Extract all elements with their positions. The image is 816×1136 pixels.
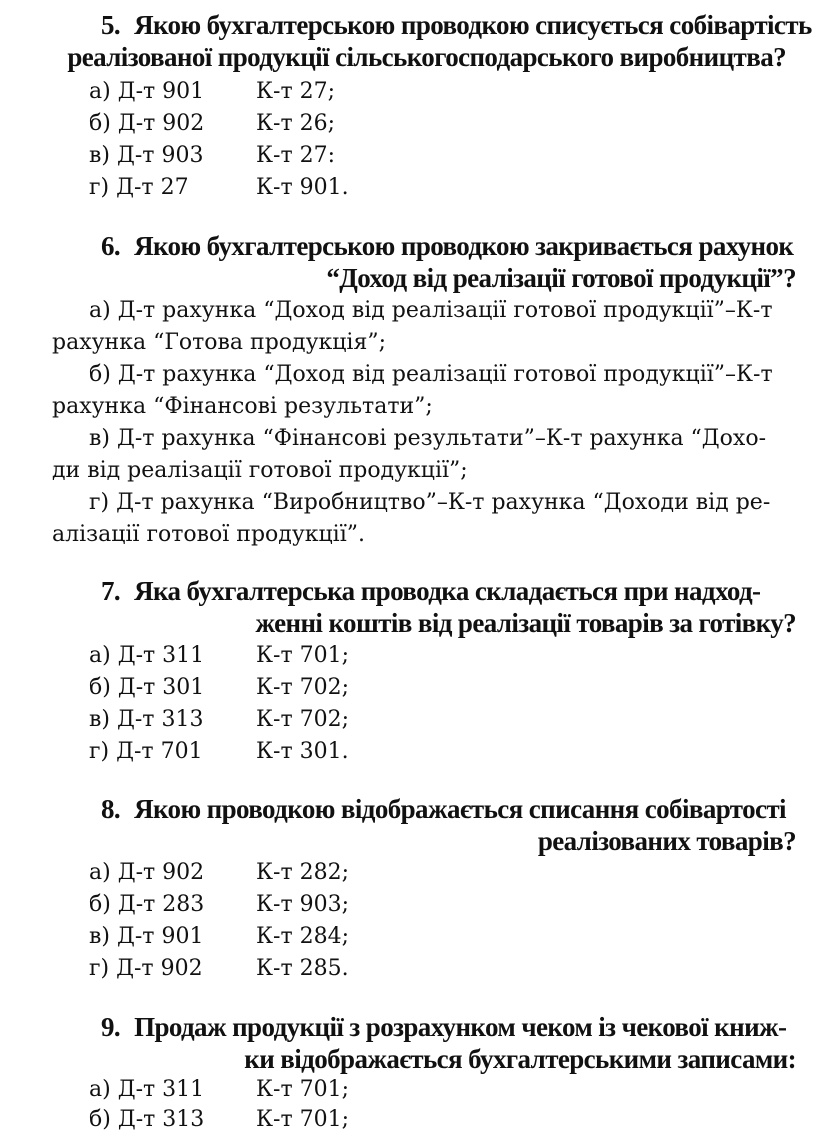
option-a-line2: рахунка “Готова продукція”; [52,330,386,355]
debit-entry: б) Д-т 313 [89,1107,205,1132]
option-c [89,926,349,948]
debit-entry: а) Д-т 311 [89,643,205,668]
option-d [89,177,349,199]
credit-entry: К-т 701; [256,1077,350,1102]
option-d-line2: алізації готової продукції”. [52,522,365,547]
option-c-line1: в) Д-т рахунка “Фінансові результати”–К-т рахунка “Дохо- [89,426,767,451]
option-a [89,1079,349,1101]
debit-entry: б) Д-т 283 [89,892,205,917]
debit-entry: г) Д-т 902 [89,956,203,981]
option-d [89,958,349,980]
credit-entry: К-т 26; [256,111,336,136]
credit-entry: К-т 701; [256,643,350,668]
question-7-title-line1 [101,578,760,605]
option-b-line2: рахунка “Фінансові результати”; [52,394,433,419]
credit-entry: К-т 301. [256,739,349,764]
debit-entry: а) Д-т 311 [89,1077,205,1102]
credit-entry: К-т 903; [256,892,350,917]
debit-entry: г) Д-т 27 [89,175,189,200]
option-d-line1: г) Д-т рахунка “Виробництво”–К-т рахунка “Доходи від ре- [89,490,771,515]
credit-entry: К-т 702; [256,707,350,732]
credit-entry: К-т 284; [256,924,350,949]
option-b [89,1109,349,1131]
debit-entry: б) Д-т 902 [89,111,205,136]
debit-entry: а) Д-т 902 [89,860,205,885]
question-8-title-line1 [101,796,786,823]
option-a [89,81,335,103]
question-8-title-line2: реалізованих товарів? [537,826,796,856]
question-9-title-line1 [101,1014,786,1041]
credit-entry: К-т 701; [256,1107,350,1132]
question-7-title-line2: женні коштів від реалізації товарів за готівку? [255,608,796,638]
credit-entry: К-т 27; [256,79,336,104]
question-9-title-line2: ки відображається бухгалтерськими записами: [244,1044,796,1074]
credit-entry: К-т 285. [256,956,349,981]
option-a-line1: а) Д-т рахунка “Доход від реалізації готової продукції”–К-т [89,298,773,323]
option-d [89,741,349,763]
question-number: 8. [101,794,121,824]
question-text: Якою проводкою відображається списання собівартості [134,794,786,824]
debit-entry: г) Д-т 701 [89,739,203,764]
option-b [89,113,335,135]
question-number: 6. [101,231,121,261]
option-b [89,677,349,699]
question-6-title-line1 [101,233,793,260]
option-b-line1: б) Д-т рахунка “Доход від реалізації готової продукції”–К-т [89,362,773,387]
question-number: 5. [101,10,121,40]
option-c [89,145,335,167]
debit-entry: в) Д-т 313 [89,707,204,732]
option-b [89,894,349,916]
question-number: 9. [101,1012,121,1042]
question-text: Якою бухгалтерською проводкою списується собівартість [134,10,812,40]
question-5-title-line2: реалізованої продукції сільськогосподарського виробництва? [67,42,786,72]
option-c-line2: ди від реалізації готової продукції”; [52,458,468,483]
debit-entry: в) Д-т 903 [89,143,204,168]
credit-entry: К-т 901. [256,175,349,200]
debit-entry: а) Д-т 901 [89,79,205,104]
credit-entry: К-т 702; [256,675,350,700]
question-text: Яка бухгалтерська проводка складається при надход- [134,576,761,606]
question-6-title-line2: “Доход від реалізації готової продукції”? [326,263,796,293]
question-text: Якою бухгалтерською проводкою закривається рахунок [134,231,794,261]
debit-entry: б) Д-т 301 [89,675,205,700]
option-a [89,645,349,667]
question-text: Продаж продукції з розрахунком чеком із чекової книж- [134,1012,787,1042]
debit-entry: в) Д-т 901 [89,924,204,949]
option-c [89,709,349,731]
question-5-title-line1 [101,12,812,39]
credit-entry: К-т 27: [256,143,336,168]
option-a [89,862,349,884]
question-number: 7. [101,576,121,606]
credit-entry: К-т 282; [256,860,350,885]
